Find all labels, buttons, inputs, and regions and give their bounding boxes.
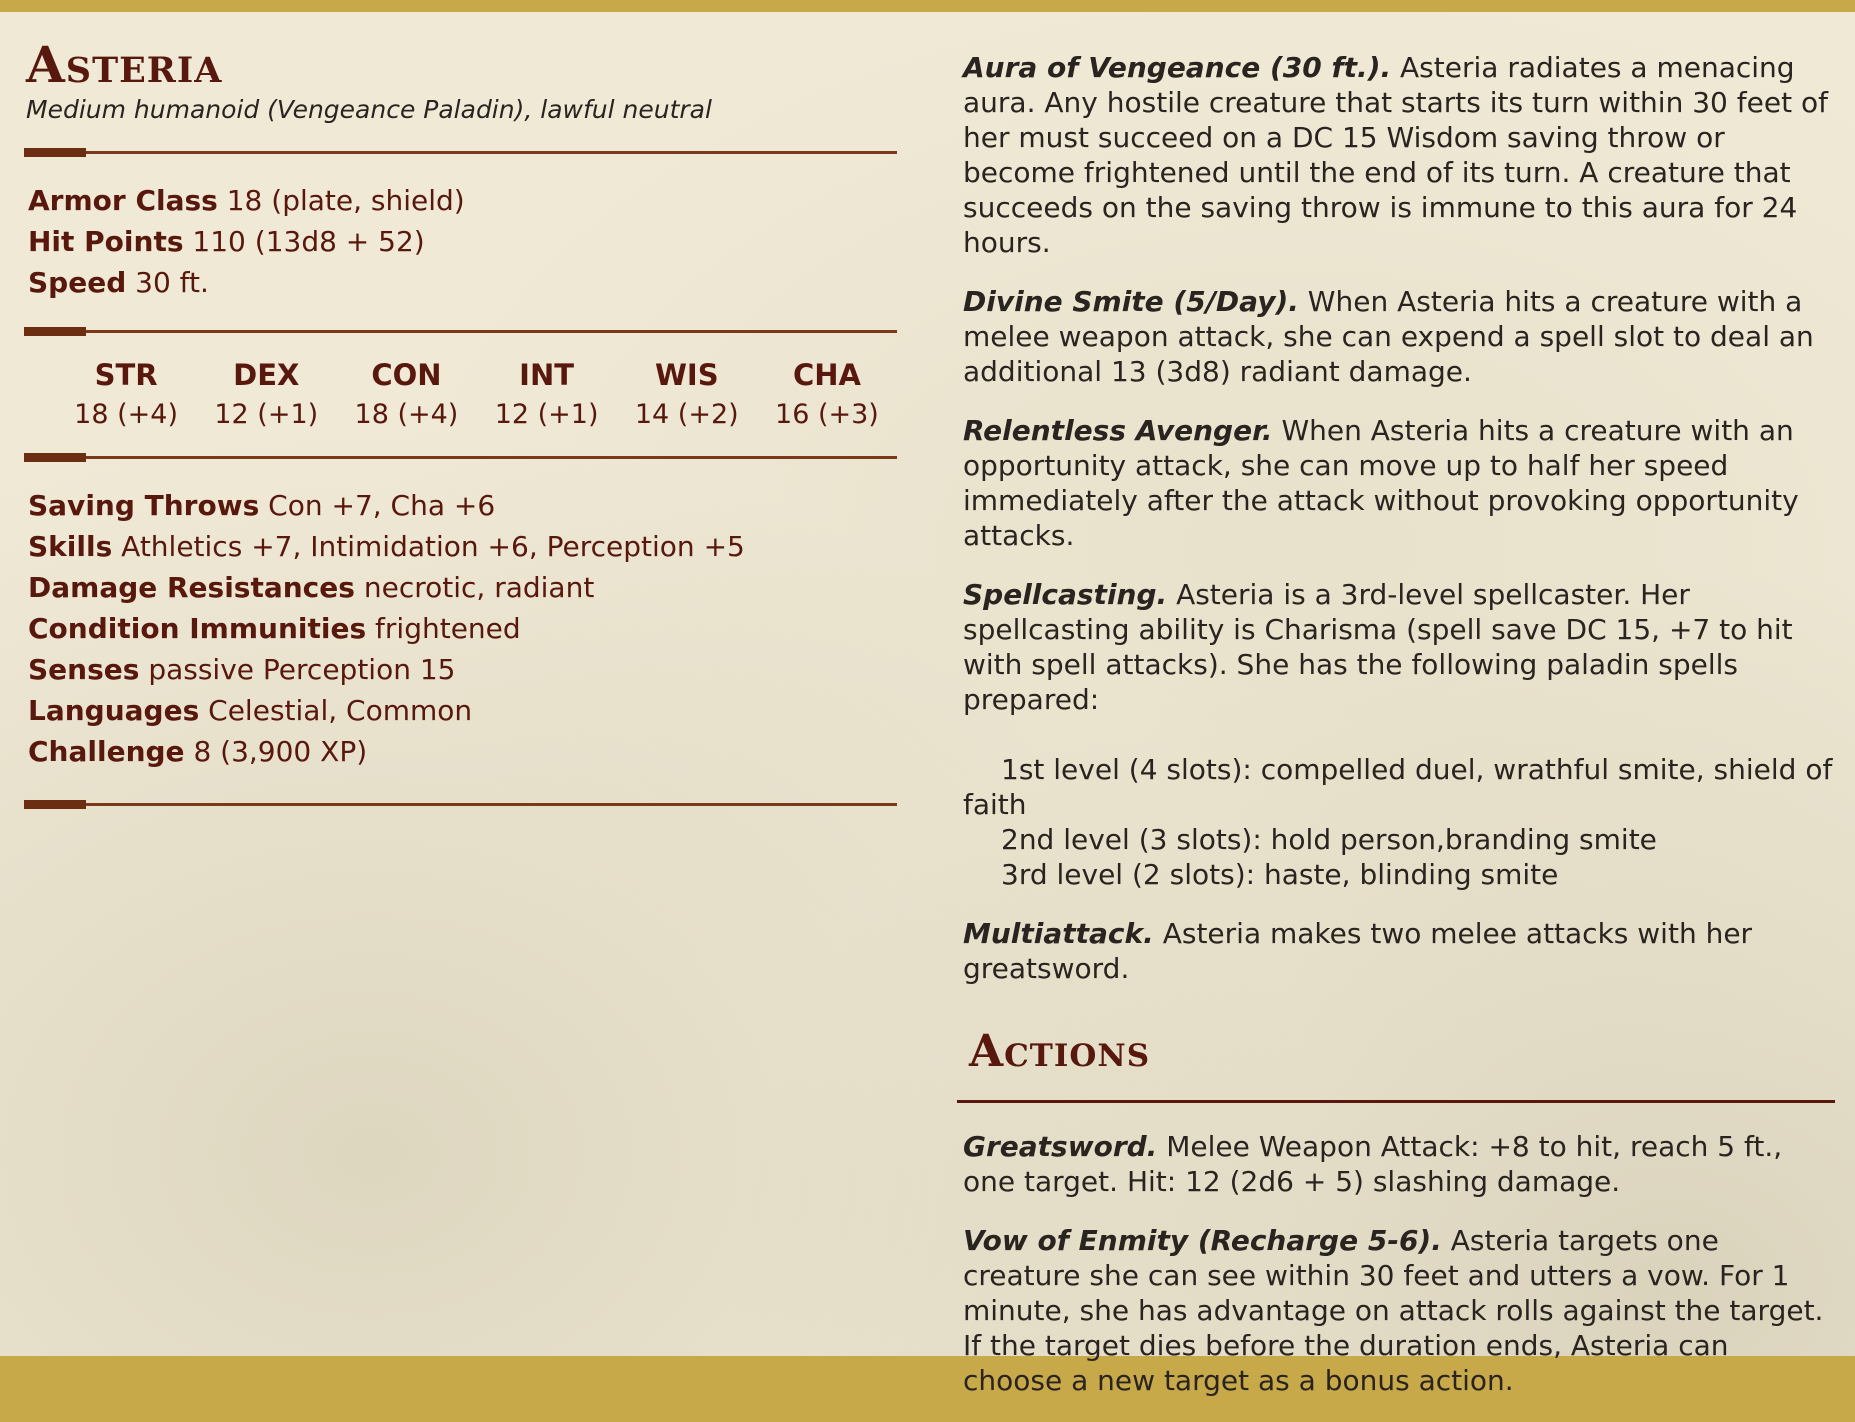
trait-title: Multiattack. bbox=[963, 917, 1154, 950]
property-label: Saving Throws bbox=[28, 489, 260, 522]
stat-block-left-column bbox=[24, 36, 897, 810]
spell-line-2nd: 2nd level (3 slots): hold person,branding smite bbox=[1001, 823, 1657, 856]
spell-list bbox=[963, 752, 1835, 892]
spell-line-3rd: 3rd level (2 slots): haste, blinding smite bbox=[1001, 858, 1559, 891]
ability-name: INT bbox=[519, 358, 575, 392]
ability-cha bbox=[757, 355, 897, 435]
trait-title: Aura of Vengeance (30 ft.). bbox=[963, 51, 1392, 84]
ability-scores bbox=[24, 337, 897, 453]
speed-line bbox=[28, 262, 897, 303]
stat-block-page bbox=[0, 12, 1855, 1397]
stat-block-right-column bbox=[963, 50, 1835, 1422]
hit-points-value: 110 (13d8 + 52) bbox=[192, 225, 425, 258]
section-divider bbox=[24, 453, 897, 463]
trait-divine-smite bbox=[963, 284, 1835, 389]
action-text: Asteria targets one creature she can see within 30 feet and utters a vow. For 1 minute, she has advantage on attack rolls against the target. If the target dies before the duration ends, Asteria can choose a new target as a bonus action. bbox=[963, 1224, 1824, 1397]
trait-relentless-avenger bbox=[963, 413, 1835, 553]
damage-resistances-line bbox=[28, 567, 897, 608]
basic-stats bbox=[24, 180, 897, 303]
trait-text: Asteria radiates a menacing aura. Any hostile creature that starts its turn within 30 feet of her must succeed on a DC 15 Wisdom saving throw or become frightened until the end of its turn. A creature that succeeds on the saving throw is immune to this aura for 24 hours. bbox=[963, 51, 1828, 259]
saving-throws-line bbox=[28, 485, 897, 526]
property-value: Con +7, Cha +6 bbox=[268, 489, 496, 522]
property-value: Celestial, Common bbox=[208, 694, 473, 727]
trait-multiattack bbox=[963, 916, 1835, 986]
ability-str bbox=[56, 355, 196, 435]
ability-value: 16 (+3) bbox=[775, 399, 879, 430]
skills-line bbox=[28, 526, 897, 567]
ability-dex bbox=[196, 355, 336, 435]
property-label: Condition Immunities bbox=[28, 612, 367, 645]
action-title: Vow of Enmity (Recharge 5-6). bbox=[963, 1224, 1442, 1257]
ability-name: STR bbox=[94, 358, 158, 392]
ability-value: 14 (+2) bbox=[634, 399, 739, 430]
actions-divider bbox=[957, 1100, 1835, 1103]
trait-title: Spellcasting. bbox=[963, 578, 1168, 611]
ability-value: 18 (+4) bbox=[74, 399, 178, 430]
monster-name: Asteria bbox=[26, 35, 223, 94]
trait-text: Asteria is a 3rd-level spellcaster. Her spellcasting ability is Charisma (spell save DC 15, +7 to hit with spell attacks). She has the following paladin spells prepared: bbox=[963, 578, 1793, 716]
property-label: Damage Resistances bbox=[28, 571, 355, 604]
ability-name: CHA bbox=[792, 358, 861, 392]
trait-title: Relentless Avenger. bbox=[963, 414, 1273, 447]
senses-line bbox=[28, 649, 897, 690]
property-value: frightened bbox=[375, 612, 521, 645]
trait-title: Divine Smite (5/Day). bbox=[963, 285, 1299, 318]
property-value: necrotic, radiant bbox=[363, 571, 595, 604]
armor-class-line bbox=[28, 180, 897, 221]
hit-points-line bbox=[28, 221, 897, 262]
condition-immunities-line bbox=[28, 608, 897, 649]
action-vow-of-enmity bbox=[963, 1223, 1835, 1398]
property-value: 8 (3,900 XP) bbox=[193, 735, 368, 768]
ability-value: 12 (+1) bbox=[494, 399, 599, 430]
monster-subtitle: Medium humanoid (Vengeance Paladin), lawful neutral bbox=[26, 95, 712, 124]
actions-heading: Actions bbox=[969, 1026, 1151, 1077]
action-greatsword bbox=[963, 1129, 1835, 1199]
ability-name: CON bbox=[371, 358, 442, 392]
armor-class-value: 18 (plate, shield) bbox=[226, 184, 465, 217]
action-title: Greatsword. bbox=[963, 1130, 1158, 1163]
ability-name: WIS bbox=[654, 358, 719, 392]
spellcasting-intro bbox=[963, 577, 1835, 717]
armor-class-label: Armor Class bbox=[28, 184, 218, 217]
challenge-line bbox=[28, 731, 897, 772]
property-label: Languages bbox=[28, 694, 200, 727]
section-divider bbox=[24, 800, 897, 810]
property-value: Athletics +7, Intimidation +6, Perception +5 bbox=[121, 530, 745, 563]
hit-points-label: Hit Points bbox=[28, 225, 184, 258]
property-value: passive Perception 15 bbox=[148, 653, 456, 686]
action-text: Melee Weapon Attack: +8 to hit, reach 5 ft., one target. Hit: 12 (2d6 + 5) slashing damage. bbox=[963, 1130, 1783, 1198]
trait-text: When Asteria hits a creature with an opportunity attack, she can move up to half her speed immediately after the attack without provoking opportunity attacks. bbox=[963, 414, 1799, 552]
speed-value: 30 ft. bbox=[135, 266, 209, 299]
section-divider bbox=[24, 327, 897, 337]
trait-text: Asteria makes two melee attacks with her greatsword. bbox=[963, 917, 1753, 985]
speed-label: Speed bbox=[28, 266, 127, 299]
trait-aura-of-vengeance bbox=[963, 50, 1835, 260]
section-divider bbox=[24, 148, 897, 158]
ability-wis bbox=[617, 355, 757, 435]
trait-spellcasting bbox=[963, 577, 1835, 892]
languages-line bbox=[28, 690, 897, 731]
ability-value: 12 (+1) bbox=[214, 399, 319, 430]
trait-text: When Asteria hits a creature with a melee weapon attack, she can expend a spell slot to deal an additional 13 (3d8) radiant damage. bbox=[963, 285, 1814, 388]
ability-int bbox=[477, 355, 617, 435]
ability-value: 18 (+4) bbox=[354, 399, 459, 430]
property-list bbox=[24, 485, 897, 772]
ability-name: DEX bbox=[233, 358, 300, 392]
spell-line-1st: 1st level (4 slots): compelled duel, wrathful smite, shield of faith bbox=[963, 753, 1833, 821]
ability-con bbox=[336, 355, 476, 435]
property-label: Challenge bbox=[28, 735, 185, 768]
property-label: Senses bbox=[28, 653, 140, 686]
property-label: Skills bbox=[28, 530, 113, 563]
